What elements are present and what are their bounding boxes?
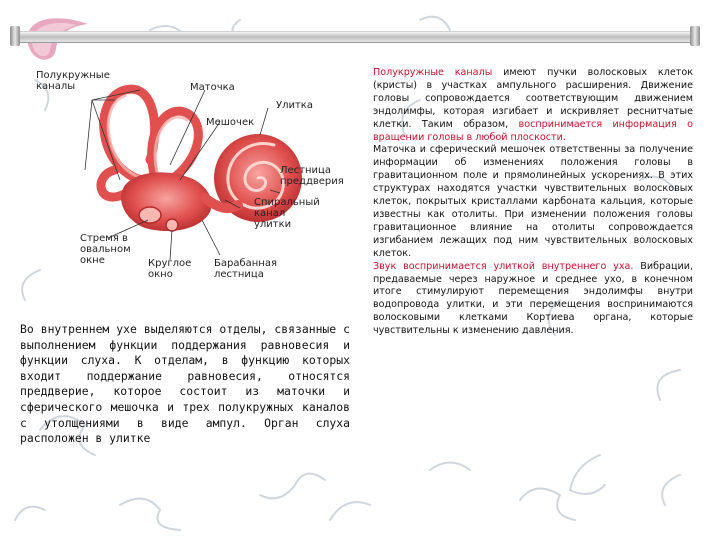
left-paragraph: Во внутреннем ухе выделяются отделы, связанные с выполнением функции поддержания равновесия и функции слуха. К отделам, в функцию которых входит поддержание равновесия, относятся преддверие, которое состоит из маточки и сферического мешочка и трех полукружных каналов с утолщениями в виде ампул. Орган слуха расположен в улитке: [20, 322, 350, 446]
label-vestibular-scala: Лестница преддверия: [280, 165, 344, 187]
label-semicircular-canals: Полукружные каналы: [36, 70, 110, 92]
highlight-semicircular-canals: Полукружные каналы: [373, 67, 493, 78]
highlight-sound: Звук воспринимается улиткой внутреннего уха.: [373, 260, 634, 272]
rule-cap-right: [690, 26, 700, 46]
label-tympanic-scala: Барабанная лестница: [214, 258, 277, 280]
highlight-rotation: воспринимается информация о вращении головы в любой плоскости.: [373, 118, 693, 143]
right-text-block: [373, 67, 693, 338]
text-semicircular: имеют пучки волосковых клеток (кристы) в участках ампульного расширения. Движение головы сопровождается соответствующим движением эндолимфы, которая изгибает и искривляет реснитчатые клетки. Таким образом,: [373, 67, 693, 130]
label-cochlear-duct: Спиральный канал улитки: [254, 197, 320, 230]
paragraph-semicircular: [373, 67, 693, 144]
oval-window: [139, 207, 161, 223]
top-rule: [10, 31, 695, 43]
label-stapes: Стремя в овальном окне: [80, 233, 131, 266]
label-cochlea: Улитка: [276, 100, 313, 111]
paragraph-otoliths: Маточка и сферический мешочек ответственны за получение информации об изменениях положения головы в гравитационном поле и прямолинейных ускорениях. В этих структурах находятся участки чувствительных волосковых клеток, покрытых кристаллами карбоната кальция, которые известны как отолиты. При изменении положения головы гравитационное влияние на отолиты сопровождается изгибанием лежащих под ним чувствительных волосковых клеток.: [373, 144, 693, 259]
rule-cap-left: [10, 26, 20, 46]
paragraph-sound: [373, 261, 693, 338]
label-utricle: Маточка: [190, 82, 235, 93]
label-round-window: Круглое окно: [148, 258, 192, 280]
text-sound: Вибрации, предаваемые через наружное и среднее ухо, в конечном итоге стимулируют перемещения эндолимфы внутри водопровода улитки, и эти перемещения воспринимаются волосковыми клетками Кортиева органа, которые чувствительны к изменению давления.: [373, 260, 693, 337]
label-saccule: Мешочек: [206, 117, 255, 128]
round-window: [166, 219, 178, 231]
